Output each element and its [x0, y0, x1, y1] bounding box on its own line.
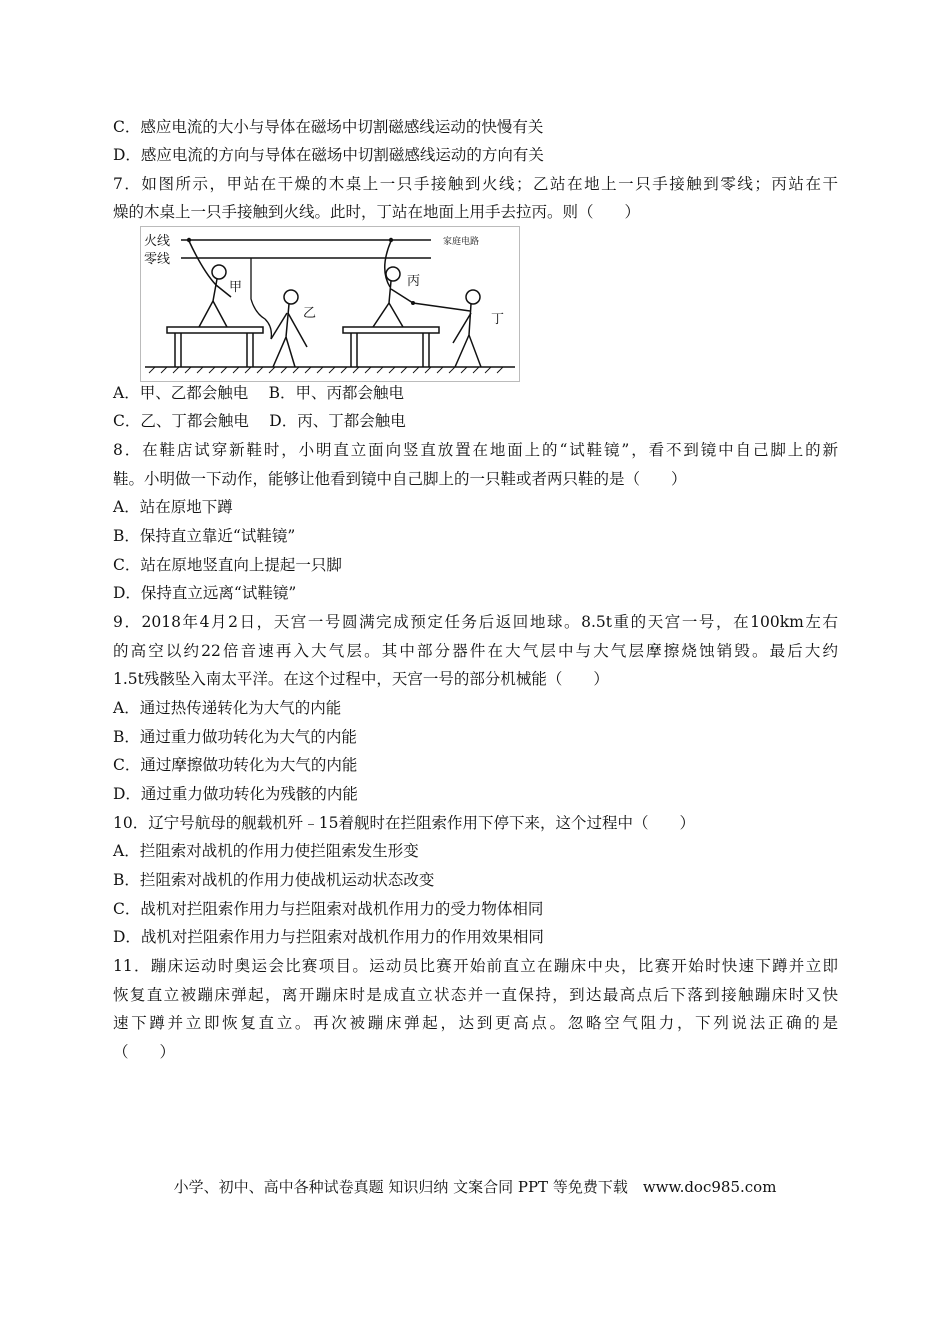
option-6c: C．感应电流的大小与导体在磁场中切割磁感线运动的快慢有关	[113, 118, 544, 136]
question-10: 10．辽宁号航母的舰载机歼﹣15着舰时在拦阻索作用下停下来，这个过程中（ ）	[113, 814, 695, 832]
option-7cd: C．乙、丁都会触电 D．丙、丁都会触电	[113, 412, 406, 430]
question-7-line-2: 燥的木桌上一只手接触到火线。此时，丁站在地面上用手去拉丙。则（ ）	[113, 203, 641, 221]
live-wire-label: 火线	[144, 234, 171, 249]
option-10c: C．战机对拦阻索作用力与拦阻索对战机作用力的受力物体相同	[113, 900, 544, 918]
question-9-line-1: 9．2018年4月2日，天宫一号圆满完成预定任务后返回地球。8.5t重的天宫一号，在100km左右	[113, 613, 838, 631]
question-7-line-1: 7．如图所示，甲站在干燥的木桌上一只手接触到火线；乙站在地上一只手接触到零线；丙站在干	[113, 175, 838, 193]
circuit-figure	[140, 226, 520, 382]
person-ding-label: 丁	[491, 312, 505, 327]
circuit-label: 家庭电路	[443, 237, 480, 247]
option-7ab: A．甲、乙都会触电 B．甲、丙都会触电	[113, 384, 405, 402]
option-10a: A．拦阻索对战机的作用力使拦阻索发生形变	[113, 842, 419, 860]
option-10b: B．拦阻索对战机的作用力使战机运动状态改变	[113, 871, 435, 889]
option-9a: A．通过热传递转化为大气的内能	[113, 699, 342, 717]
person-yi-label: 乙	[303, 306, 317, 321]
question-11-line-1: 11．蹦床运动时奥运会比赛项目。运动员比赛开始前直立在蹦床中央，比赛开始时快速下蹲并立即	[113, 957, 838, 975]
question-11-line-4: （ ）	[113, 1043, 176, 1061]
person-bing-label: 丙	[407, 274, 421, 289]
option-6d: D．感应电流的方向与导体在磁场中切割磁感线运动的方向有关	[113, 146, 544, 164]
option-8a: A．站在原地下蹲	[113, 498, 233, 516]
question-11-line-2: 恢复直立被蹦床弹起，离开蹦床时是成直立状态并一直保持，到达最高点后下落到接触蹦床时又快	[113, 986, 838, 1004]
neutral-wire-label: 零线	[144, 252, 171, 267]
option-8c: C．站在原地竖直向上提起一只脚	[113, 556, 342, 574]
question-9-line-2: 的高空以约22倍音速再入大气层。其中部分器件在大气层中与大气层摩擦烧蚀销毁。最后大约	[113, 642, 838, 660]
question-8-line-2: 鞋。小明做一下动作，能够让他看到镜中自己脚上的一只鞋或者两只鞋的是（ ）	[113, 470, 687, 488]
option-8b: B．保持直立靠近“试鞋镜”	[113, 527, 296, 545]
option-10d: D．战机对拦阻索作用力与拦阻索对战机作用力的作用效果相同	[113, 928, 544, 946]
page-footer: 小学、初中、高中各种试卷真题 知识归纳 文案合同 PPT 等免费下载 www.doc985.com	[173, 1178, 777, 1196]
option-8d: D．保持直立远离“试鞋镜”	[113, 584, 297, 602]
question-11-line-3: 速下蹲并立即恢复直立。再次被蹦床弹起，达到更高点。忽略空气阻力，下列说法正确的是	[113, 1014, 838, 1032]
person-jia-label: 甲	[229, 280, 243, 295]
option-9b: B．通过重力做功转化为大气的内能	[113, 728, 357, 746]
question-9-line-3: 1.5t残骸坠入南太平洋。在这个过程中，天宫一号的部分机械能（ ）	[113, 670, 609, 688]
option-9d: D．通过重力做功转化为残骸的内能	[113, 785, 358, 803]
question-8-line-1: 8．在鞋店试穿新鞋时，小明直立面向竖直放置在地面上的“试鞋镜”，看不到镜中自己脚上的新	[113, 441, 838, 459]
option-9c: C．通过摩擦做功转化为大气的内能	[113, 756, 358, 774]
